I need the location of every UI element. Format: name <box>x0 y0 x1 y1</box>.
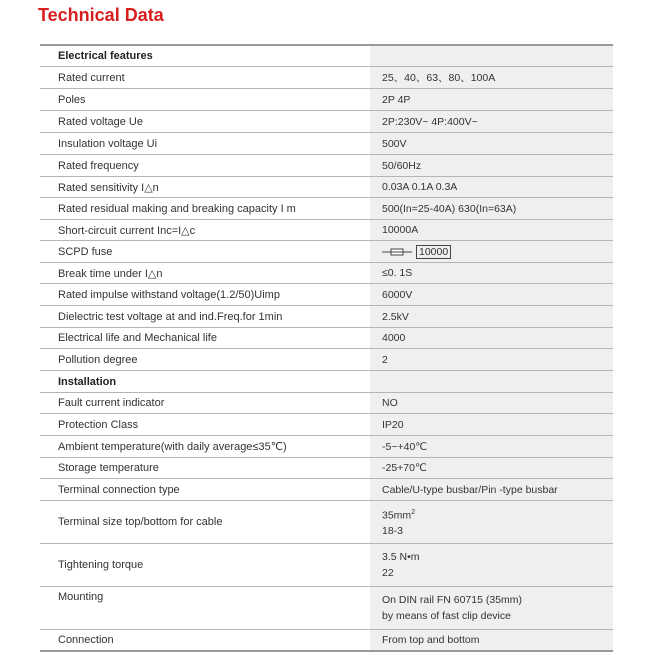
table-row <box>40 133 613 155</box>
row-value: From top and bottom <box>370 630 613 650</box>
table-row <box>40 458 613 479</box>
row-label: Connection <box>58 634 114 646</box>
table-row <box>40 587 613 630</box>
table-row <box>40 306 613 328</box>
row-label: Short-circuit current Inc=I△c <box>58 224 196 237</box>
row-label: Mounting <box>58 591 104 603</box>
table-row <box>40 393 613 414</box>
row-value: 2 <box>370 349 613 370</box>
row-value: 4000 <box>370 328 613 348</box>
row-value: 2P 4P <box>370 89 613 110</box>
row-value: 10000 <box>416 245 451 259</box>
table-row <box>40 630 613 652</box>
technical-data-table <box>40 44 613 652</box>
table-row <box>40 501 613 544</box>
section-header-electrical <box>40 46 613 67</box>
row-label: Rated residual making and breaking capacity I m <box>58 202 296 215</box>
row-value: 0.03A 0.1A 0.3A <box>370 177 613 197</box>
row-label: Insulation voltage Ui <box>58 137 158 150</box>
page-title: Technical Data <box>38 5 164 25</box>
superscript: 2 <box>411 508 416 516</box>
row-value: 6000V <box>370 284 613 305</box>
row-label: Protection Class <box>58 418 139 431</box>
row-value: -25+70℃ <box>370 458 613 478</box>
table-row <box>40 177 613 198</box>
row-value: On DIN rail FN 60715 (35mm) <box>382 594 523 606</box>
row-value-line2: 22 <box>382 567 394 579</box>
row-value: ≤0. 1S <box>370 263 613 283</box>
row-value-line2: by means of fast clip device <box>382 610 511 622</box>
row-value: 500V <box>370 133 613 154</box>
table-row <box>40 349 613 371</box>
table-row <box>40 155 613 177</box>
table-row <box>40 89 613 111</box>
section-title: Installation <box>58 375 117 388</box>
row-label: Rated current <box>58 71 125 84</box>
row-label: Storage temperature <box>58 462 159 474</box>
row-label: Terminal connection type <box>58 483 180 496</box>
table-row <box>40 284 613 306</box>
row-label: Fault current indicator <box>58 397 165 409</box>
row-value: -5~+40℃ <box>370 436 613 457</box>
row-value: 2P:230V~ 4P:400V~ <box>370 111 613 132</box>
row-label: Rated voltage Ue <box>58 115 143 128</box>
row-value: 500(In=25-40A) 630(In=63A) <box>370 198 613 219</box>
fuse-icon <box>382 247 412 257</box>
table-row <box>40 220 613 241</box>
row-label: Ambient temperature(with daily average≤35℃) <box>58 441 287 453</box>
table-row <box>40 544 613 587</box>
section-header-installation <box>40 371 613 393</box>
row-label: Break time under I△n <box>58 267 163 280</box>
row-value: 35mm <box>382 509 412 522</box>
row-value: 2.5kV <box>370 306 613 327</box>
row-label: Rated sensitivity I△n <box>58 181 159 194</box>
table-row <box>40 111 613 133</box>
row-label: Dielectric test voltage at and ind.Freq.for 1min <box>58 310 283 323</box>
row-label: SCPD fuse <box>58 245 113 258</box>
row-label: Poles <box>58 93 86 106</box>
table-row <box>40 67 613 89</box>
table-row <box>40 479 613 501</box>
row-label: Tightening torque <box>58 559 144 571</box>
row-value: Cable/U-type busbar/Pin -type busbar <box>370 479 613 500</box>
table-row <box>40 414 613 436</box>
table-row <box>40 198 613 220</box>
row-label: Pollution degree <box>58 353 138 366</box>
row-value: IP20 <box>370 414 613 435</box>
section-title: Electrical features <box>58 50 153 62</box>
table-row <box>40 263 613 284</box>
table-row <box>40 436 613 458</box>
row-label: Rated frequency <box>58 159 139 172</box>
row-value: 10000A <box>370 220 613 240</box>
row-label: Rated impulse withstand voltage(1.2/50)Uimp <box>58 288 280 301</box>
table-row <box>40 241 613 263</box>
table-row <box>40 328 613 349</box>
row-label: Electrical life and Mechanical life <box>58 332 217 344</box>
row-value: NO <box>370 393 613 413</box>
row-label: Terminal size top/bottom for cable <box>58 516 223 528</box>
row-value: 3.5 N•m <box>382 551 420 563</box>
row-value-line2: 18-3 <box>382 525 404 538</box>
row-value: 25、40、63、80、100A <box>370 67 613 88</box>
row-value: 50/60Hz <box>370 155 613 176</box>
